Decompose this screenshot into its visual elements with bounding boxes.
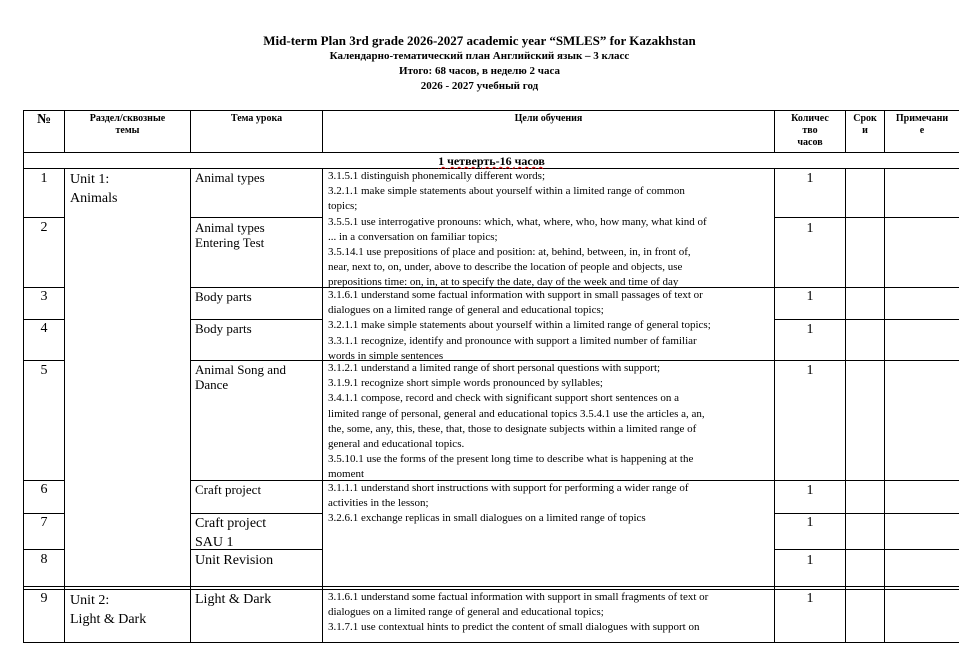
quarter-heading: 1 четверть-16 часов	[438, 154, 545, 168]
document-subtitle: Календарно-тематический план Английский язык – 3 класс	[329, 50, 630, 62]
row-number: 6	[40, 482, 48, 497]
row-number: 5	[40, 363, 48, 378]
hours-count: 1	[806, 515, 814, 530]
lesson-topic: Unit Revision	[195, 553, 274, 568]
learning-objectives: 3.1.6.1 understand some factual information with support in small fragments of text or dialogues on a limited range of general and educational topics; 3.1.7.1 use contextual hints to predict the content of small dialogues with support on	[328, 591, 709, 634]
unit-1-cell: Unit 1: Animals	[70, 172, 118, 206]
lesson-topic: Animal types Entering Test	[195, 220, 265, 250]
lesson-topic: Body parts	[195, 321, 252, 336]
hours-count: 1	[806, 483, 814, 498]
learning-objectives: 3.1.1.1 understand short instructions with support for performing a wider range of activities in the lesson; 3.2.6.1 exchange replicas in small dialogues on a limited range of topics	[328, 482, 689, 525]
column-header-section: Раздел/сквозные темы	[89, 113, 166, 136]
column-header-objectives: Цели обучения	[514, 113, 583, 124]
lesson-topic: Animal types	[195, 170, 265, 185]
hours-count: 1	[806, 322, 814, 337]
hours-count: 1	[806, 553, 814, 568]
row-number: 3	[40, 289, 48, 304]
row-number: 4	[40, 321, 48, 336]
hours-count: 1	[806, 171, 814, 186]
lesson-topic: Light & Dark	[195, 592, 272, 607]
hours-count: 1	[806, 221, 814, 236]
hours-count: 1	[806, 591, 814, 606]
row-number: 9	[40, 591, 48, 606]
column-header-notes: Примечани е	[895, 113, 949, 136]
hours-count: 1	[806, 363, 814, 378]
lesson-topic: Craft project	[195, 482, 262, 497]
academic-year: 2026 - 2027 учебный год	[420, 80, 539, 92]
row-number: 2	[40, 220, 48, 235]
column-header-term: Срок и	[853, 113, 877, 136]
document-title: Mid-term Plan 3rd grade 2026-2027 academic year “SMLES” for Kazakhstan	[263, 33, 696, 48]
hours-total: Итого: 68 часов, в неделю 2 часа	[399, 65, 560, 77]
learning-objectives: 3.1.2.1 understand a limited range of short personal questions with support; 3.1.9.1 recognize short simple words pronounced by syllables; 3.4.1.1 compose, record and check with significant support short sentences on a limited range of personal, general and educational topics 3.5.4.1 use the articles a, an, the, some, any, this, these, that, those to designate subjects within a limited range of general and educational topics. 3.5.10.1 use the forms of the present long time to describe what is happening at the moment	[328, 362, 705, 480]
lesson-topic: Craft project SAU 1	[195, 516, 267, 550]
learning-objectives: 3.1.6.1 understand some factual information with support in small passages of text or dialogues on a limited range of general and educational topics; 3.2.1.1 make simple statements about yourself within a limited range of general topics; 3.3.1.1 recognize, identify and pronounce with support a limited number of familiar words in simple sentences	[328, 289, 711, 360]
row-number: 7	[40, 515, 48, 530]
column-header-topic: Тема урока	[230, 113, 283, 124]
lesson-topic: Body parts	[195, 289, 252, 304]
column-header-hours: Количес тво часов	[791, 113, 829, 148]
hours-count: 1	[806, 289, 814, 304]
column-header-number: №	[36, 114, 52, 126]
row-number: 1	[40, 171, 48, 186]
unit-2-cell: Unit 2: Light & Dark	[70, 593, 147, 627]
learning-objectives: 3.1.5.1 distinguish phonemically different words; 3.2.1.1 make simple statements about yourself within a limited range of common topics; 3.5.5.1 use interrogative pronouns: which, what, where, who, how many, what kind of ... in a conversation on familiar topics; 3.5.14.1 use prepositions of place and position: at, behind, between, in, in front of, near, next to, on, under, above to describe the location of people and objects, use prepositions time: on, in, at to specify the date, day of the week and time of day	[328, 170, 707, 287]
lesson-topic: Animal Song and Dance	[195, 362, 286, 392]
row-number: 8	[40, 552, 48, 567]
